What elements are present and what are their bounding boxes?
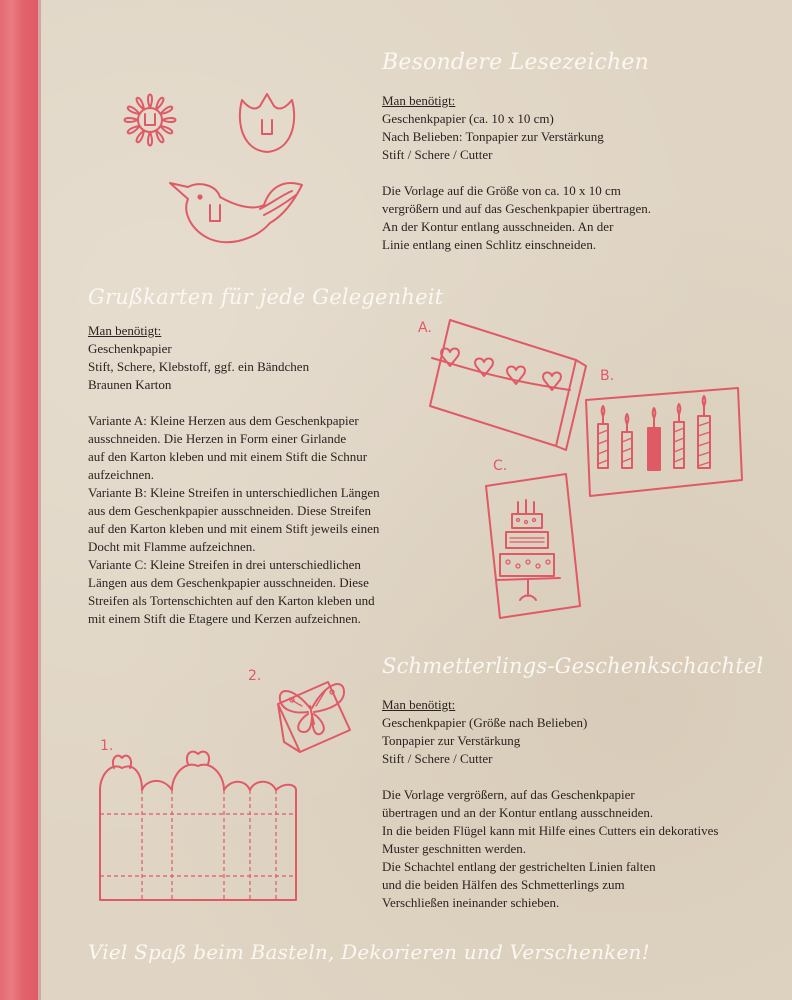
instruction-line: aufzeichnen. — [88, 467, 155, 482]
section-body-schmetterling — [382, 696, 782, 912]
section-title-grusskarten: Grußkarten für jede Gelegenheit — [88, 285, 444, 309]
footer-tagline: Viel Spaß beim Basteln, Dekorieren und Verschenken! — [88, 940, 650, 964]
instruction-line: Docht mit Flamme aufzeichnen. — [88, 539, 256, 554]
needs-item: Geschenkpapier (ca. 10 x 10 cm) — [382, 111, 554, 126]
needs-item: Tonpapier zur Verstärkung — [382, 733, 521, 748]
step-label-2: 2. — [248, 668, 262, 684]
instruction-line: Linie entlang einen Schlitz einschneiden. — [382, 237, 597, 252]
instruction-line: In die beiden Flügel kann mit Hilfe eines Cutters ein dekoratives — [382, 823, 719, 838]
instruction-line: Verschließen ineinander schieben. — [382, 895, 560, 910]
butterfly-box-template-illustration — [90, 752, 310, 912]
section-title-schmetterling: Schmetterlings-Geschenkschachtel — [382, 654, 764, 678]
pink-ribbon-stripe — [0, 0, 38, 1000]
needs-label: Man benötigt: — [382, 93, 456, 108]
instruction-line: An der Kontur entlang ausschneiden. An der — [382, 219, 614, 234]
card-label-a: A. — [418, 320, 432, 336]
step-label-1: 1. — [100, 738, 114, 754]
card-label-b: B. — [600, 368, 615, 384]
instruction-line: vergrößern und auf das Geschenkpapier übertragen. — [382, 201, 652, 216]
instruction-line: Muster geschnitten werden. — [382, 841, 527, 856]
section-title-lesezeichen: Besondere Lesezeichen — [382, 50, 649, 75]
section-body-grusskarten — [88, 322, 418, 628]
instruction-line: mit einem Stift die Etagere und Kerzen aufzeichnen. — [88, 611, 361, 626]
needs-item: Geschenkpapier (Größe nach Belieben) — [382, 715, 588, 730]
needs-item: Stift, Schere, Klebstoff, ggf. ein Bändchen — [88, 359, 310, 374]
needs-label: Man benötigt: — [88, 323, 162, 338]
instruction-line: Variante A: Kleine Herzen aus dem Geschenkpapier — [88, 413, 359, 428]
instruction-line: aus dem Geschenkpapier ausschneiden. Diese Streifen — [88, 503, 372, 518]
instruction-line: Die Schachtel entlang der gestrichelten Linien falten — [382, 859, 656, 874]
card-c-cake-illustration — [480, 472, 584, 622]
butterfly-box-closed-illustration — [270, 668, 356, 754]
flower-bookmark-illustration — [100, 70, 200, 170]
section-body-lesezeichen — [382, 92, 712, 254]
instruction-line: Streifen als Tortenschichten auf den Karton kleben und — [88, 593, 375, 608]
instruction-line: auf den Karton kleben und mit einem Stift jeweils einen — [88, 521, 380, 536]
needs-label: Man benötigt: — [382, 697, 456, 712]
card-a-hearts-illustration — [420, 318, 596, 450]
instruction-line: Die Vorlage vergrößern, auf das Geschenkpapier — [382, 787, 635, 802]
instruction-line: Variante B: Kleine Streifen in unterschiedlichen Längen — [88, 485, 380, 500]
needs-item: Geschenkpapier — [88, 341, 172, 356]
ribbon-edge — [38, 0, 41, 1000]
instruction-line: ausschneiden. Die Herzen in Form einer Girlande — [88, 431, 347, 446]
instruction-line: und die beiden Hälfen des Schmetterlings zum — [382, 877, 625, 892]
needs-item: Stift / Schere / Cutter — [382, 751, 493, 766]
instruction-line: Die Vorlage auf die Größe von ca. 10 x 10 cm — [382, 183, 621, 198]
tulip-bookmark-illustration — [232, 88, 302, 160]
instruction-line: Variante C: Kleine Streifen in drei unterschiedlichen — [88, 557, 361, 572]
bird-bookmark-illustration — [160, 175, 310, 255]
needs-item: Nach Belieben: Tonpapier zur Verstärkung — [382, 129, 604, 144]
instruction-line: übertragen und an der Kontur entlang ausschneiden. — [382, 805, 654, 820]
instruction-line: auf den Karton kleben und mit einem Stift die Schnur — [88, 449, 368, 464]
card-label-c: C. — [493, 458, 508, 474]
instruction-line: Längen aus dem Geschenkpapier ausschneiden. Diese — [88, 575, 369, 590]
needs-item: Braunen Karton — [88, 377, 172, 392]
card-b-candles-illustration — [578, 384, 746, 500]
needs-item: Stift / Schere / Cutter — [382, 147, 493, 162]
